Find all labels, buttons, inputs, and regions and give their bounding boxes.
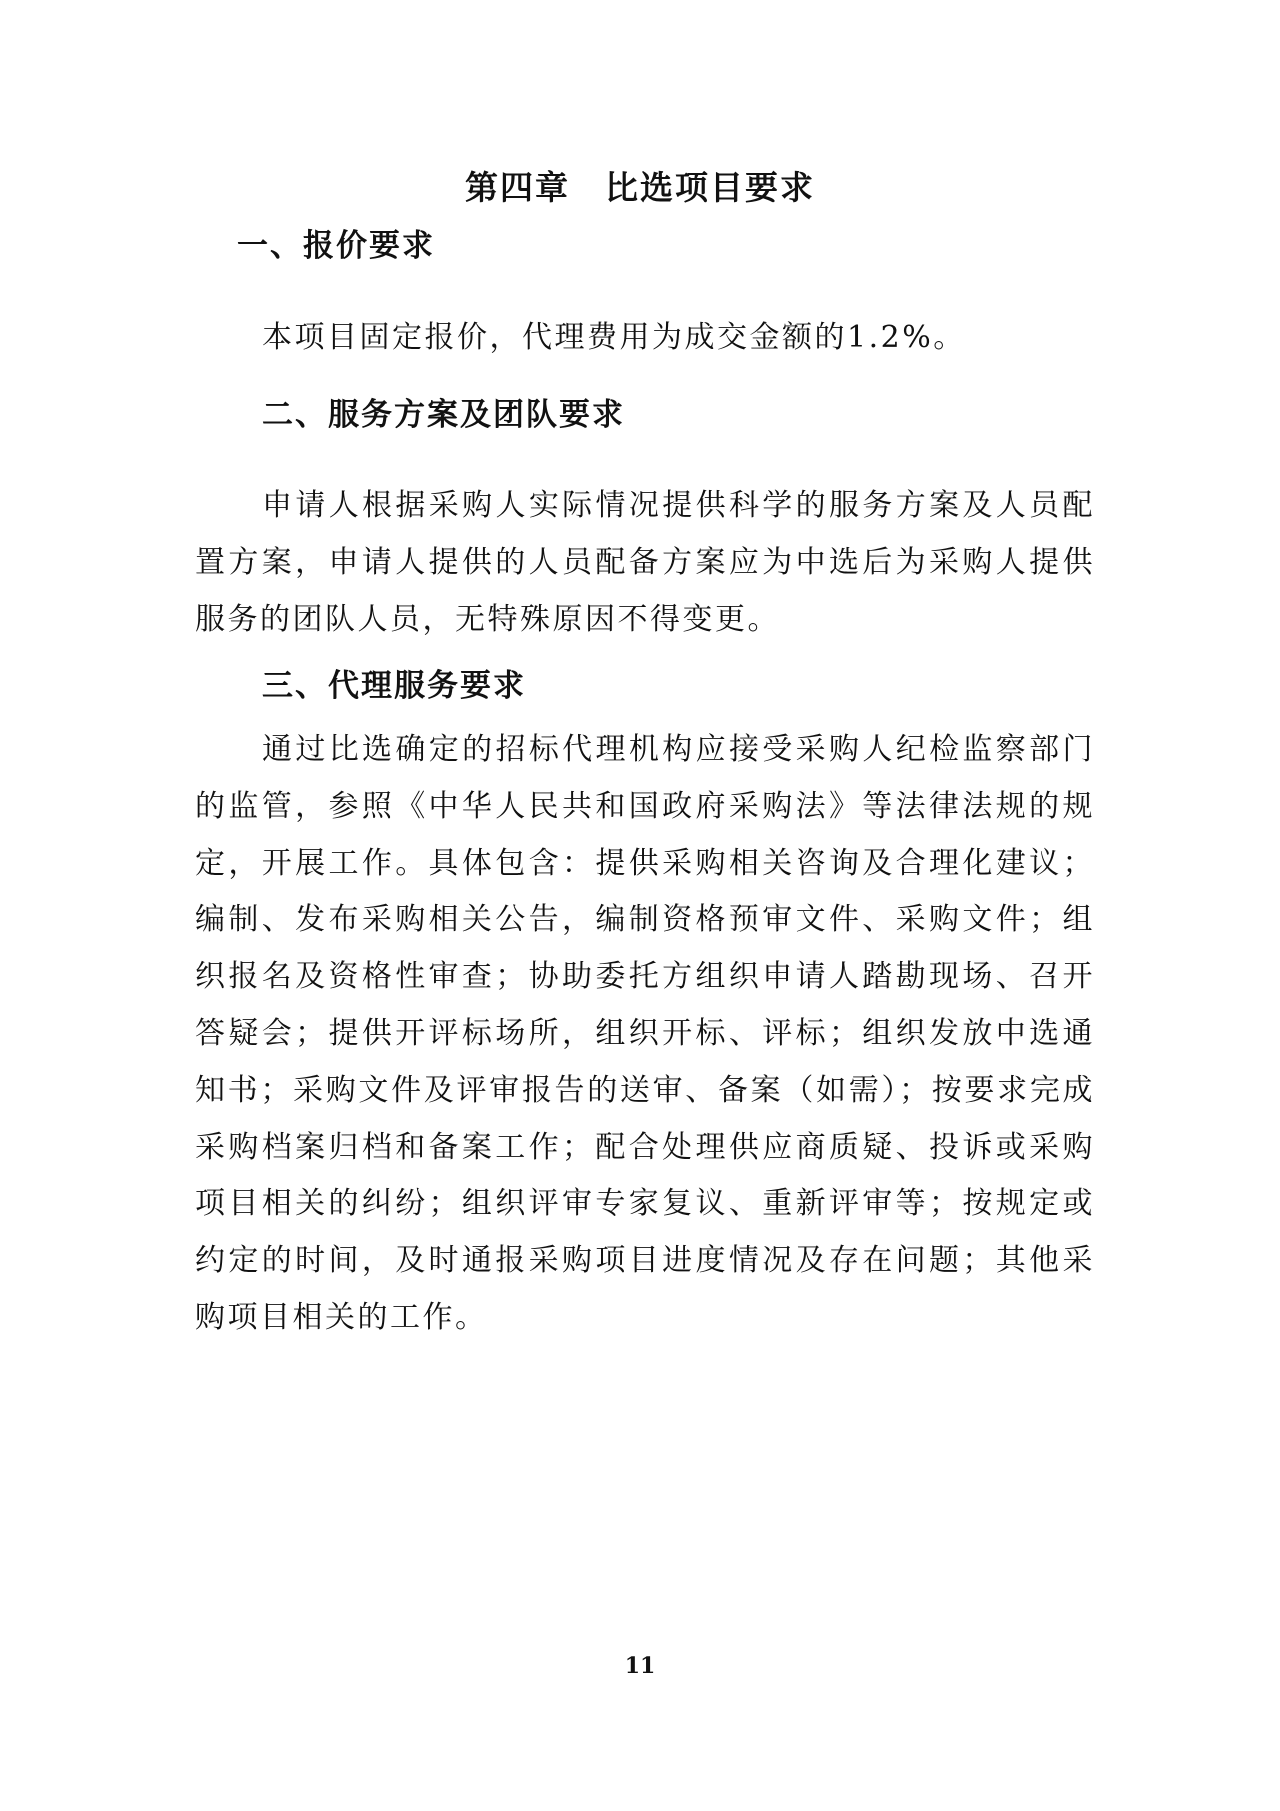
page-number: 11 [624, 1653, 656, 1679]
section-paragraph-quotation: 本项目固定报价，代理费用为成交金额的1.2%。 [262, 320, 966, 355]
section-paragraph-agency-service: 通过比选确定的招标代理机构应接受采购人纪检监察部门的监管，参照《中华人民共和国政府采购法》等法律法规的规定，开展工作。具体包含：提供采购相关咨询及合理化建议；编制、发布采购相关公告，编制资格预审文件、采购文件；组织报名及资格性审查；协助委托方组织申请人踏勘现场、召开答疑会；提供开评标场所，组织开标、评标；组织发放中选通知书；采购文件及评审报告的送审、备案（如需）；按要求完成采购档案归档和备案工作；配合处理供应商质疑、投诉或采购项目相关的纠纷；组织评审专家复议、重新评审等；按规定或约定的时间，及时通报采购项目进度情况及存在问题；其他采购项目相关的工作。 [195, 732, 1095, 1335]
chapter-title: 第四章 比选项目要求 [465, 168, 815, 207]
section-heading-service-plan: 二、服务方案及团队要求 [262, 397, 625, 433]
section-heading-quotation: 一、报价要求 [237, 228, 435, 264]
section-paragraph-service-plan: 申请人根据采购人实际情况提供科学的服务方案及人员配置方案，申请人提供的人员配备方案应为中选后为采购人提供服务的团队人员，无特殊原因不得变更。 [195, 488, 1095, 637]
section-heading-agency-service: 三、代理服务要求 [262, 668, 526, 704]
